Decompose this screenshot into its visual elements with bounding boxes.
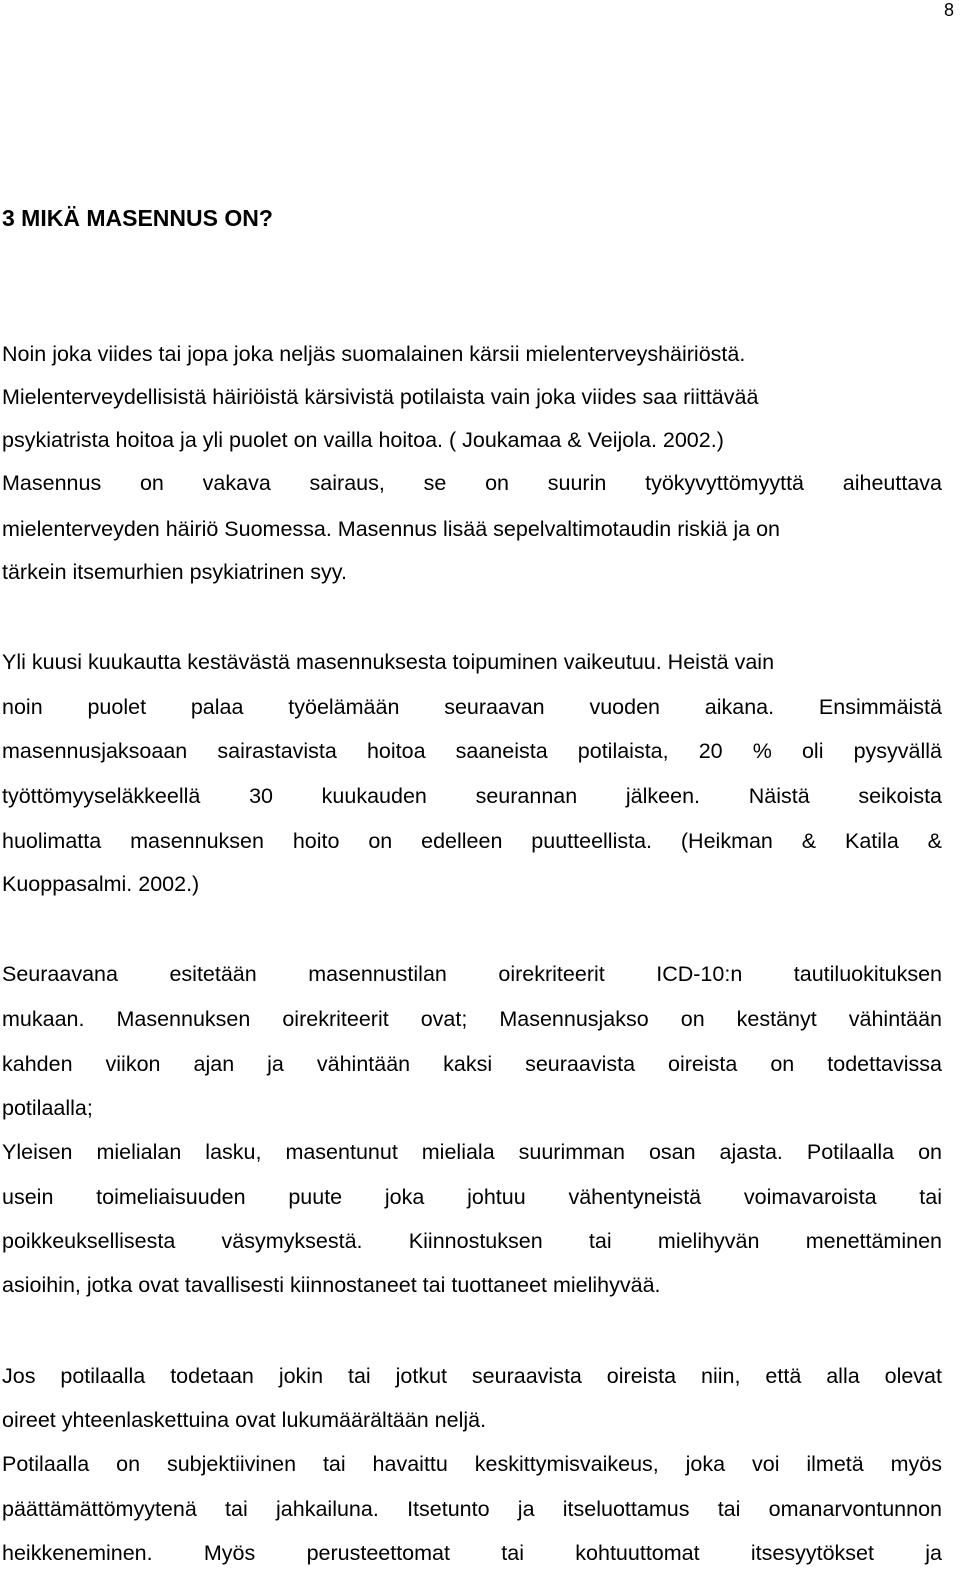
body-line: Jos potilaalla todetaan jokin tai jotkut seuraavista oireista niin, että alla olevat	[2, 1364, 942, 1388]
body-line: Seuraavana esitetään masennustilan oirekriteerit ICD-10:n tautiluokituksen	[2, 962, 942, 986]
body-line: Yleisen mielialan lasku, masentunut mieliala suurimman osan ajasta. Potilaalla on	[2, 1140, 942, 1164]
body-line: Mielenterveydellisistä häiriöistä kärsivistä potilaista vain joka viides saa riittävää	[2, 385, 759, 409]
body-line: masennusjaksoaan sairastavista hoitoa saaneista potilaista, 20 % oli pysyvällä	[2, 739, 942, 763]
body-line: noin puolet palaa työelämään seuraavan vuoden aikana. Ensimmäistä	[2, 695, 942, 719]
body-line: asioihin, jotka ovat tavallisesti kiinnostaneet tai tuottaneet mielihyvää.	[2, 1273, 661, 1297]
body-line: heikkeneminen. Myös perusteettomat tai kohtuuttomat itsesyytökset ja	[2, 1541, 942, 1565]
body-line: Kuoppasalmi. 2002.)	[2, 872, 200, 896]
body-line: tärkein itsemurhien psykiatrinen syy.	[2, 560, 347, 584]
body-line: Yli kuusi kuukautta kestävästä masennuksesta toipuminen vaikeutuu. Heistä vain	[2, 650, 775, 674]
body-line: poikkeuksellisesta väsymyksestä. Kiinnostuksen tai mielihyvän menettäminen	[2, 1229, 942, 1253]
body-line: Masennus on vakava sairaus, se on suurin työkyvyttömyyttä aiheuttava	[2, 471, 942, 495]
page-number: 8	[943, 0, 954, 20]
section-heading: 3 MIKÄ MASENNUS ON?	[2, 205, 273, 231]
body-line: Noin joka viides tai jopa joka neljäs suomalainen kärsii mielenterveyshäiriöstä.	[2, 342, 746, 366]
body-line: huolimatta masennuksen hoito on edelleen puutteellista. (Heikman & Katila &	[2, 829, 942, 853]
body-line: potilaalla;	[2, 1096, 93, 1120]
body-line: mukaan. Masennuksen oirekriteerit ovat; Masennusjakso on kestänyt vähintään	[2, 1007, 942, 1031]
body-line: usein toimeliaisuuden puute joka johtuu vähentyneistä voimavaroista tai	[2, 1185, 942, 1209]
body-line: oireet yhteenlaskettuina ovat lukumäärältään neljä.	[2, 1408, 487, 1432]
body-line: mielenterveyden häiriö Suomessa. Masennus lisää sepelvaltimotaudin riskiä ja on	[2, 517, 780, 541]
body-line: työttömyyseläkkeellä 30 kuukauden seurannan jälkeen. Näistä seikoista	[2, 784, 942, 808]
body-line: Potilaalla on subjektiivinen tai havaittu keskittymisvaikeus, joka voi ilmetä myös	[2, 1452, 942, 1476]
body-line: kahden viikon ajan ja vähintään kaksi seuraavista oireista on todettavissa	[2, 1052, 942, 1076]
body-line: psykiatrista hoitoa ja yli puolet on vailla hoitoa. ( Joukamaa & Veijola. 2002.)	[2, 428, 724, 452]
body-line: päättämättömyytenä tai jahkailuna. Itsetunto ja itseluottamus tai omanarvontunnon	[2, 1497, 942, 1521]
